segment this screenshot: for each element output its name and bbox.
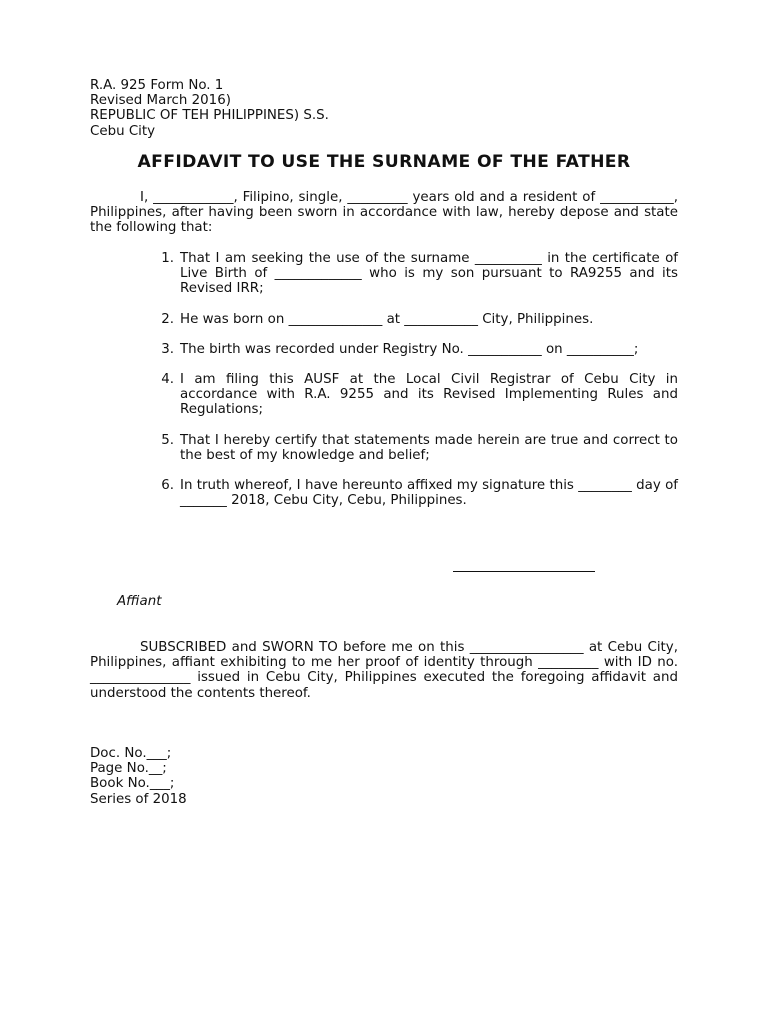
item-number: 6. — [161, 478, 174, 494]
item-number: 2. — [161, 311, 174, 327]
item-text: He was born on ______________ at ___________ City, Philippines. — [180, 311, 594, 327]
item-text: The birth was recorded under Registry No. ___________ on __________; — [180, 341, 639, 357]
list-item — [150, 312, 678, 327]
item-text: In truth whereof, I have hereunto affixed my signature this ________ day of _______ 2018, Cebu City, Cebu, Philippines. — [180, 478, 678, 509]
list-item — [150, 372, 678, 418]
list-item — [150, 478, 678, 508]
statement-list — [150, 251, 678, 523]
item-number: 4. — [161, 372, 174, 388]
item-number: 3. — [161, 341, 174, 357]
list-item — [150, 251, 678, 297]
page-number: Page No.__; — [90, 761, 167, 777]
intro-paragraph: I, ____________, Filipino, single, _________ years old and a resident of ___________, Philippines, after having been sworn in accordance with law, hereby depose and state the following that: — [90, 190, 678, 236]
item-number: 5. — [161, 432, 174, 448]
item-text: That I hereby certify that statements made herein are true and correct to the best of my knowledge and belief; — [180, 432, 678, 463]
item-number: 1. — [161, 251, 174, 266]
subscribed-paragraph: SUBSCRIBED and SWORN TO before me on this _________________ at Cebu City, Philippines, affiant exhibiting to me her proof of identity through _________ with ID no. _______________ issued in Cebu City, Philippines executed the foregoing affidavit and understood the contents thereof. — [90, 640, 678, 701]
form-number: R.A. 925 Form No. 1 — [90, 78, 224, 93]
notarial-register — [90, 746, 187, 807]
revision-note: Revised March 2016) — [90, 93, 231, 109]
item-text: That I am seeking the use of the surname __________ in the certificate of Live Birth of _____________ who is my son pursuant to RA9255 and its Revised IRR; — [180, 251, 678, 297]
list-item — [150, 342, 678, 357]
doc-number: Doc. No.___; — [90, 746, 172, 761]
affiant-label: Affiant — [117, 594, 162, 609]
list-item — [150, 433, 678, 463]
form-header — [90, 78, 329, 139]
series-year: Series of 2018 — [90, 791, 187, 807]
document-title: AFFIDAVIT TO USE THE SURNAME OF THE FATHER — [137, 152, 631, 172]
republic-line: REPUBLIC OF TEH PHILIPPINES) S.S. — [90, 108, 329, 124]
signature-line — [453, 571, 595, 572]
item-text: I am filing this AUSF at the Local Civil Registrar of Cebu City in accordance with R.A. 9255 and its Revised Implementing Rules and Regulations; — [180, 372, 678, 418]
city-line: Cebu City — [90, 123, 156, 139]
book-number: Book No.___; — [90, 776, 175, 792]
